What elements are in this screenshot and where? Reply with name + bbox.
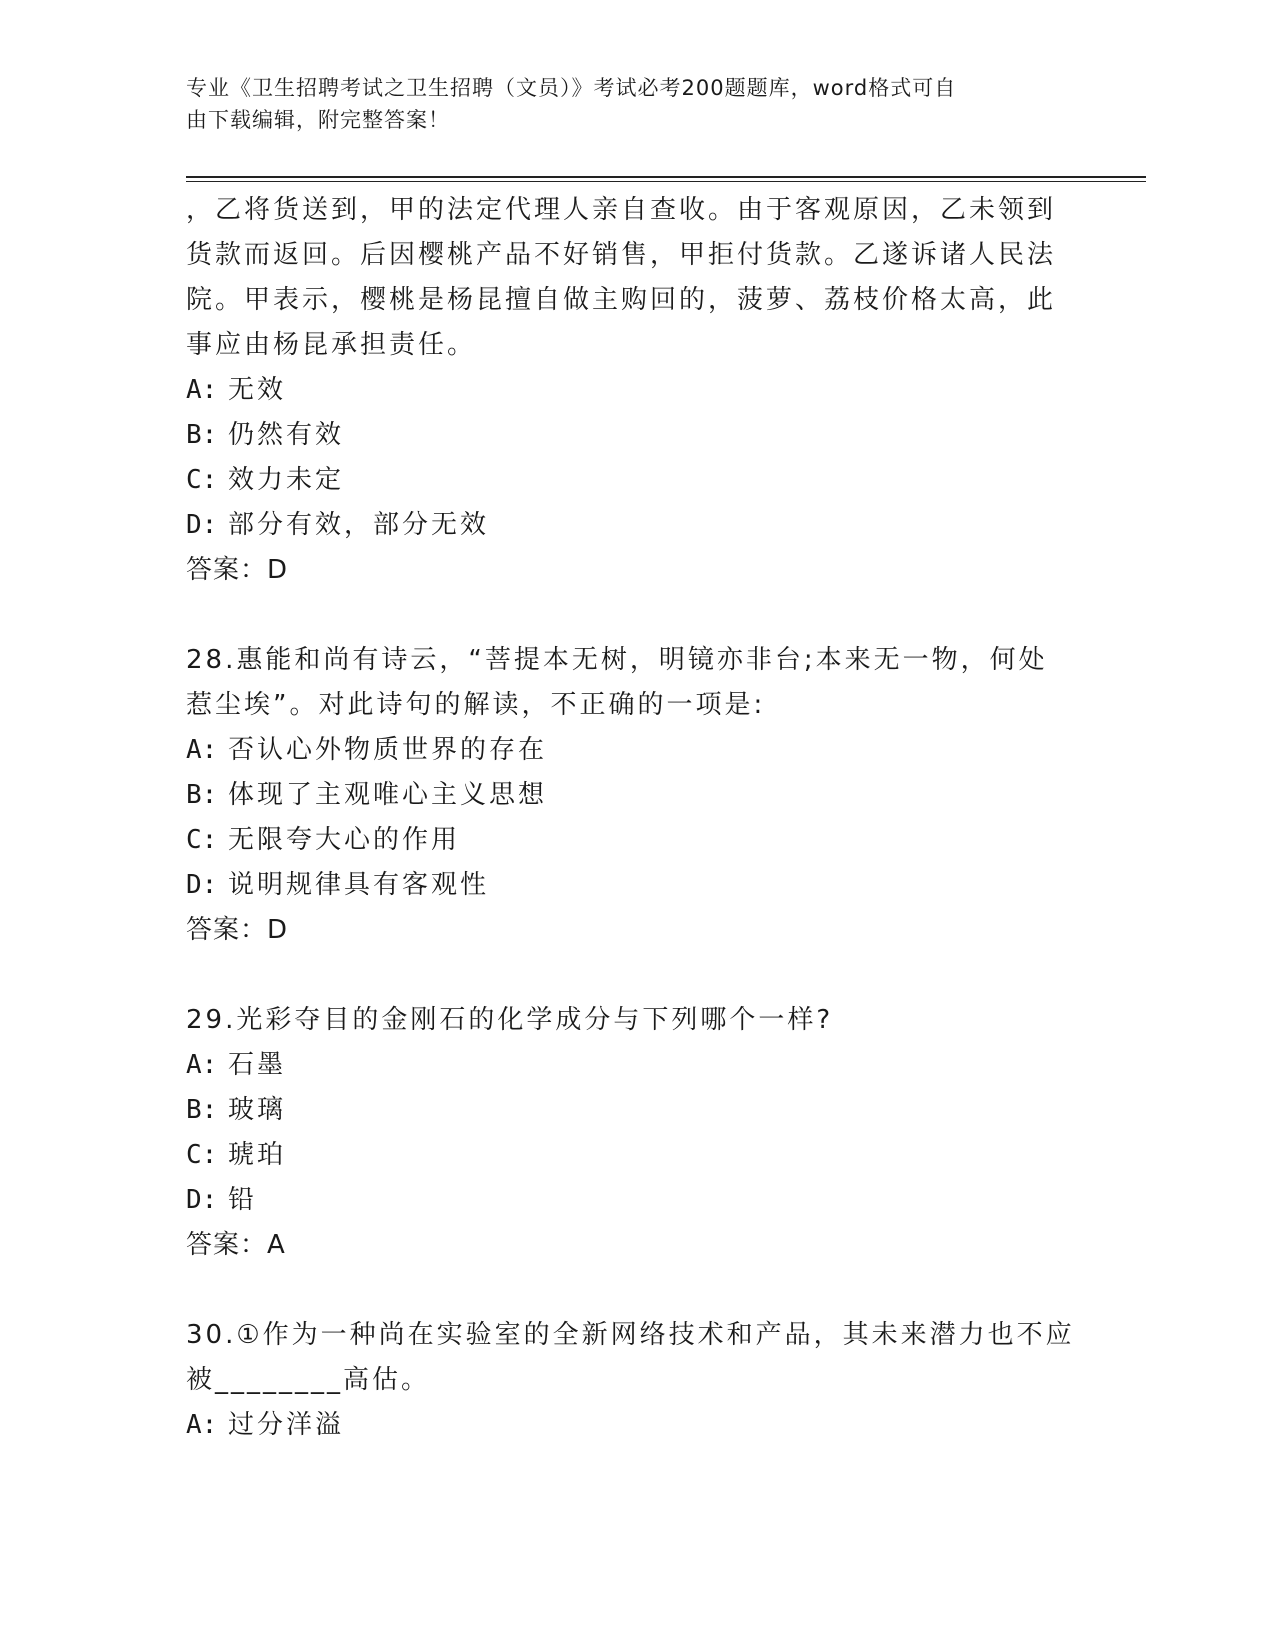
question-stem-line: ，乙将货送到，甲的法定代理人亲自查收。由于客观原因，乙未领到 <box>186 195 1057 225</box>
question-stem-line: 被________高估。 <box>186 1365 431 1395</box>
option-text: 玻璃 <box>228 1095 287 1125</box>
spacer <box>186 1268 1086 1313</box>
option-text: 否认心外物质世界的存在 <box>228 735 548 765</box>
option-a <box>186 368 1086 413</box>
option-letter: A: <box>186 735 218 765</box>
option-a <box>186 728 1086 773</box>
question-30 <box>186 1313 1086 1448</box>
option-text: 效力未定 <box>228 465 345 495</box>
option-c <box>186 1133 1086 1178</box>
option-letter: C: <box>186 1140 218 1170</box>
option-d <box>186 863 1086 908</box>
question-list <box>186 188 1086 1448</box>
option-text: 石墨 <box>228 1050 287 1080</box>
option-c <box>186 818 1086 863</box>
question-stem-line: 28.惠能和尚有诗云，“菩提本无树，明镜亦非台;本来无一物，何处 <box>186 645 1048 675</box>
question-stem-line: 30.①作为一种尚在实验室的全新网络技术和产品，其未来潜力也不应 <box>186 1320 1075 1350</box>
header-divider-thin <box>186 181 1146 182</box>
option-letter: D: <box>186 870 218 900</box>
option-text: 琥珀 <box>228 1140 287 1170</box>
option-b <box>186 1088 1086 1133</box>
option-b <box>186 773 1086 818</box>
question-stem-line: 院。甲表示，樱桃是杨昆擅自做主购回的，菠萝、荔枝价格太高，此 <box>186 285 1057 315</box>
spacer <box>186 593 1086 638</box>
option-d <box>186 503 1086 548</box>
option-letter: D: <box>186 510 218 540</box>
option-letter: C: <box>186 825 218 855</box>
question-28 <box>186 638 1086 953</box>
option-text: 铅 <box>228 1185 258 1215</box>
question-stem-line: 货款而返回。后因樱桃产品不好销售，甲拒付货款。乙遂诉诸人民法 <box>186 240 1057 270</box>
option-b <box>186 413 1086 458</box>
option-letter: A: <box>186 375 218 405</box>
option-text: 无效 <box>228 375 287 405</box>
option-letter: A: <box>186 1050 218 1080</box>
option-d <box>186 1178 1086 1223</box>
option-letter: C: <box>186 465 218 495</box>
option-a <box>186 1403 1086 1448</box>
question-stem-line: 事应由杨昆承担责任。 <box>186 330 477 360</box>
question-27 <box>186 188 1086 593</box>
page-header <box>186 72 1066 136</box>
option-letter: B: <box>186 420 218 450</box>
option-text: 仍然有效 <box>228 420 345 450</box>
question-stem-line: 惹尘埃”。对此诗句的解读，不正确的一项是: <box>186 690 766 720</box>
question-stem-line: 29.光彩夺目的金刚石的化学成分与下列哪个一样? <box>186 1005 834 1035</box>
option-letter: B: <box>186 780 218 810</box>
spacer <box>186 953 1086 998</box>
option-text: 过分洋溢 <box>228 1410 345 1440</box>
answer-text: 答案：A <box>186 1230 286 1260</box>
header-divider-thick <box>186 176 1146 178</box>
option-text: 体现了主观唯心主义思想 <box>228 780 548 810</box>
answer-text: 答案：D <box>186 555 289 585</box>
option-a <box>186 1043 1086 1088</box>
option-letter: B: <box>186 1095 218 1125</box>
question-29 <box>186 998 1086 1268</box>
option-letter: A: <box>186 1410 218 1440</box>
header-line-2: 由下载编辑，附完整答案！ <box>186 108 450 132</box>
option-text: 部分有效，部分无效 <box>228 510 490 540</box>
option-letter: D: <box>186 1185 218 1215</box>
option-text: 无限夸大心的作用 <box>228 825 461 855</box>
option-c <box>186 458 1086 503</box>
answer-text: 答案：D <box>186 915 289 945</box>
option-text: 说明规律具有客观性 <box>228 870 490 900</box>
header-line-1: 专业《卫生招聘考试之卫生招聘（文员）》考试必考200题题库，word格式可自 <box>186 76 957 100</box>
